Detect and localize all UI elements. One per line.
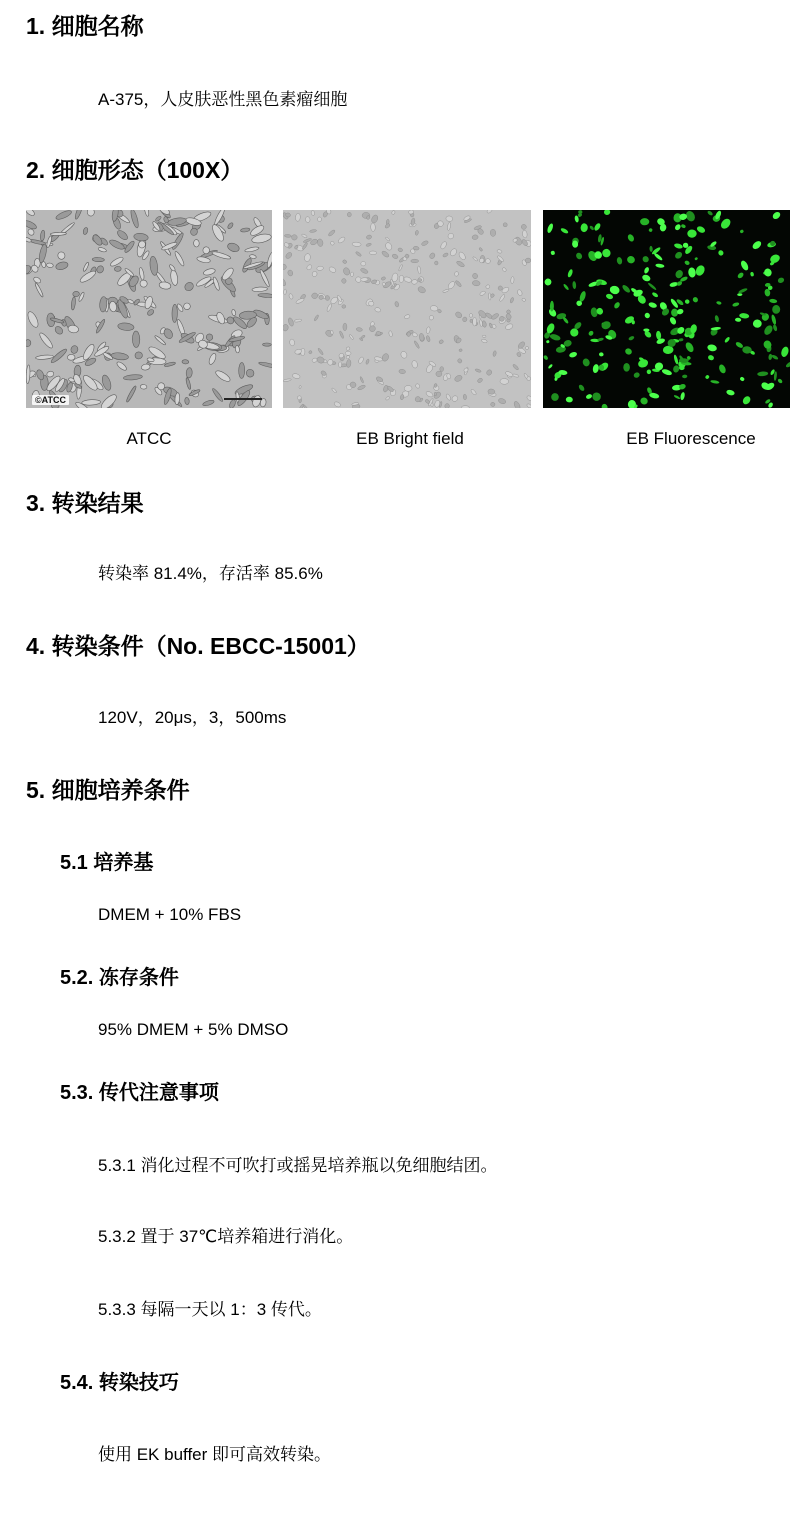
passage-note-2: 5.3.2 置于 37℃培养箱进行消化。 [98, 1227, 354, 1246]
scale-bar [224, 398, 262, 400]
caption-bright-field: EB Bright field [356, 429, 464, 448]
section-3-title: 3. 转染结果 [26, 490, 144, 516]
bright-field-cells-drawing [283, 210, 531, 408]
passage-note-1: 5.3.1 消化过程不可吹打或摇晃培养瓶以免细胞结团。 [98, 1156, 498, 1175]
caption-atcc: ATCC [126, 429, 172, 448]
atcc-cells-drawing [26, 210, 272, 408]
section-1-title: 1. 细胞名称 [26, 13, 144, 39]
transfection-tip-text: 使用 EK buffer 即可高效转染。 [98, 1445, 332, 1464]
transfection-condition-text: 120V，20μs，3，500ms [98, 708, 287, 727]
section-5-title: 5. 细胞培养条件 [26, 777, 190, 803]
subsection-5-1-title: 5.1 培养基 [60, 852, 154, 874]
section-2-title: 2. 细胞形态（100X） [26, 157, 244, 183]
fluorescence-cells-drawing [543, 210, 790, 408]
bright-field-micrograph [283, 210, 531, 408]
passage-note-3: 5.3.3 每隔一天以 1：3 传代。 [98, 1300, 322, 1319]
atcc-micrograph [26, 210, 272, 408]
freezing-condition-text: 95% DMEM + 5% DMSO [98, 1020, 289, 1039]
cell-name-text: A-375，人皮肤恶性黑色素瘤细胞 [98, 90, 348, 109]
caption-fluorescence: EB Fluorescence [626, 429, 756, 448]
medium-text: DMEM + 10% FBS [98, 905, 242, 924]
fluorescence-micrograph [543, 210, 790, 408]
subsection-5-4-title: 5.4. 转染技巧 [60, 1372, 179, 1394]
section-4-title: 4. 转染条件（No. EBCC-15001） [26, 633, 370, 659]
transfection-result-text: 转染率 81.4%，存活率 85.6% [98, 564, 323, 583]
subsection-5-3-title: 5.3. 传代注意事项 [60, 1082, 219, 1104]
subsection-5-2-title: 5.2. 冻存条件 [60, 967, 179, 989]
atcc-watermark: ©ATCC [32, 395, 69, 405]
